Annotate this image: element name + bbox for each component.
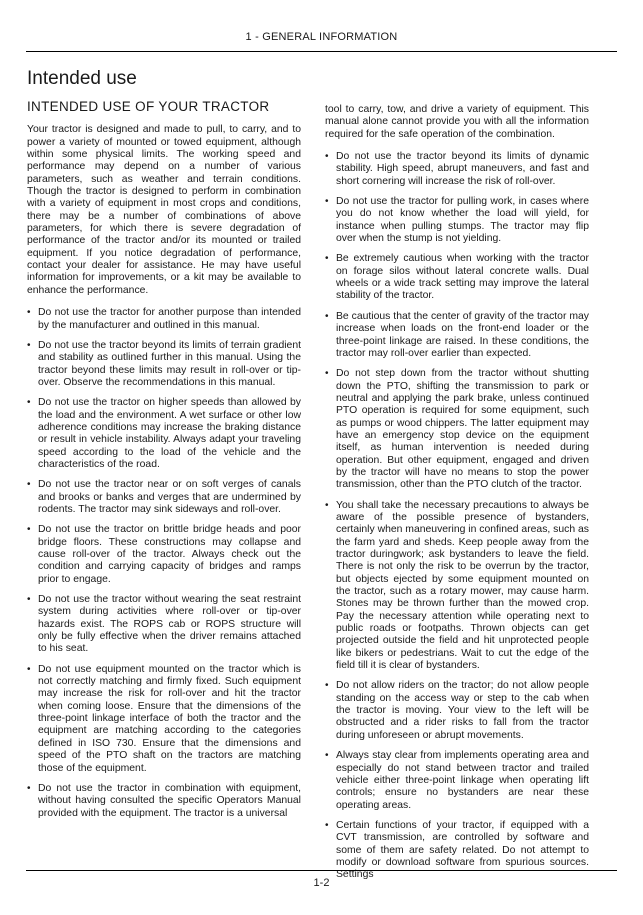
left-bullet-list — [27, 307, 301, 820]
bullet-icon: • — [27, 307, 31, 319]
bullet-text: Do not use the tractor beyond its limits of terrain gradient and stability as outlined further in this manual. Using the tractor beyond these limits may result in roll-over or tip-over. Observe the recommendations in this manual. — [38, 339, 301, 388]
bullet-item — [27, 397, 301, 471]
bullet-item — [325, 311, 589, 360]
bullet-text: Do not step down from the tractor without shutting down the PTO, shifting the transmission to park or neutral and applying the park brake, unless continued PTO operation is required for some equipment, such as pumps or wood chippers. The latter equipment may have an emergency stop device on the equipment itself, as human intervention is needed during operation. But other equipment, engaged and driven by the tractor will have no means to stop the power transmission, other than the PTO clutch of the tractor. — [336, 368, 589, 491]
bullet-item — [27, 479, 301, 516]
bullet-text: Always stay clear from implements operating area and especially do not stand between tractor and trailed vehicle either three-point linkage when operating lift controls; ensure no bystanders are near these operating areas. — [336, 750, 589, 811]
section-title: INTENDED USE OF YOUR TRACTOR — [27, 99, 270, 114]
bullet-item — [325, 750, 589, 812]
bullet-icon: • — [27, 397, 31, 409]
bullet-item — [27, 307, 301, 332]
bullet-item — [325, 253, 589, 302]
bullet-icon: • — [325, 750, 329, 762]
bullet-icon: • — [27, 663, 31, 675]
bullet-item — [325, 820, 589, 882]
bullet-text: Do not use the tractor beyond its limits of dynamic stability. High speed, abrupt maneuvers, and fast and short cornering will increase the risk of roll-over. — [336, 151, 589, 187]
bullet-icon: • — [325, 499, 329, 511]
bullet-text: You shall take the necessary precautions to always be aware of the possible presence of bystanders, certainly when maneuvering in confined areas, such as the farm yard and sheds. Keep people away from the tractor duringwork; ask bystanders to leave the field. There is not only the risk to be overrun by the tractor, but objects ejected by some equipment mounted on the tractor, such as a rotary mower, may cause harm. Stones may be thrown further than the mowed crop. Pay the necessary attention while operating next to public roads or footpaths. Thrown objects can get projected outside the field and hit unprotected people like bikers or pedestrians. Wait to cut the edge of the field till it is clear of bystanders. — [336, 499, 589, 672]
bullet-icon: • — [325, 819, 329, 831]
bullet-icon: • — [325, 310, 329, 322]
footer-rule — [26, 870, 617, 871]
right-column — [325, 104, 589, 890]
running-header: 1 - GENERAL INFORMATION — [245, 31, 398, 43]
bullet-item — [325, 151, 589, 188]
bullet-icon: • — [27, 339, 31, 351]
bullet-text: Be extremely cautious when working with the tractor on forage silos without lateral concrete walls. Dual wheels or a wide track setting may improve the lateral stability of the tractor. — [336, 253, 589, 302]
bullet-text: Do not use the tractor on higher speeds than allowed by the load and the environment. A wet surface or other low adherence conditions may increase the braking distance or result in vehicle instability. Always adapt your traveling speed according to the load of the vehicle and the characteristics of the road. — [38, 397, 301, 470]
bullet-item — [27, 783, 301, 820]
bullet-text: Do not use the tractor on brittle bridge heads and poor bridge floors. These constructions may collapse and cause roll-over of the tractor. Always check out the condition and carrying capacity of bridges and ramps prior to engage. — [38, 524, 301, 585]
bullet-item — [325, 500, 589, 673]
bullet-icon: • — [325, 253, 329, 265]
bullet-item — [27, 524, 301, 586]
bullet-icon: • — [27, 479, 31, 491]
page-number: 1-2 — [313, 877, 330, 889]
intro-paragraph: Your tractor is designed and made to pull, to carry, and to power a variety of mounted or towed equipment, although within some physical limits. The working speed and performance may depend on a number of various parameters, such as weather and terrain conditions. Though the tractor is designed to perform in combination with a variety of equipment in most crops and conditions, there may be a number of combinations of above parameters, for which there is severe degradation of performance of the tractor and/or its mounted or trailed equipment. If you notice degradation of performance, contact your dealer for assistance. He may have useful information for improvements, or a kit may be available to enhance the performance. — [27, 124, 301, 296]
bullet-item — [27, 340, 301, 389]
bullet-icon: • — [325, 151, 329, 163]
bullet-icon: • — [27, 594, 31, 606]
continued-paragraph: tool to carry, tow, and drive a variety of equipment. This manual alone cannot provide you with all the information required for the safe operation of the combination. — [325, 104, 589, 140]
bullet-icon: • — [27, 524, 31, 536]
bullet-text: Do not use the tractor for another purpose than intended by the manufacturer and outlined in this manual. — [38, 307, 301, 331]
bullet-text: Do not use the tractor for pulling work, in cases where you do not know whether the load will yield, for instance when pulling stumps. The tractor may flip over when the stump is not yielding. — [336, 196, 589, 245]
bullet-text: Do not use the tractor near or on soft verges of canals and brooks or banks and verges that are undermined by rodents. The tractor may sink sideways and roll-over. — [38, 479, 301, 515]
bullet-icon: • — [325, 680, 329, 692]
bullet-item — [27, 594, 301, 656]
bullet-text: Do not use the tractor without wearing the seat restraint system during activities where roll-over or tip-over hazards exist. The ROPS cab or ROPS structure will only be fully effective when the driver remains attached to his seat. — [38, 594, 301, 655]
bullet-text: Be cautious that the center of gravity of the tractor may increase when loads on the front-end loader or the three-point linkage are raised. In these conditions, the tractor may roll-over earlier than expected. — [336, 310, 589, 359]
bullet-item — [325, 368, 589, 491]
bullet-item — [27, 664, 301, 775]
header-rule — [26, 51, 617, 52]
bullet-item — [325, 680, 589, 742]
bullet-icon: • — [325, 196, 329, 208]
left-column — [27, 101, 301, 828]
bullet-text: Do not allow riders on the tractor; do not allow people standing on the access way or step to the cab when the tractor is moving. Your view to the left will be obstructed and a rider risks to fall from the tractor during unforeseen or abrupt movements. — [336, 680, 589, 741]
bullet-icon: • — [325, 368, 329, 380]
bullet-text: Certain functions of your tractor, if equipped with a CVT transmission, are controlled by software and some of them are safety related. Do not attempt to modify or download software from spurious sources. Settings — [336, 819, 589, 881]
bullet-text: Do not use the tractor in combination with equipment, without having consulted the specific Operators Manual provided with the equipment. The tractor is a universal — [38, 782, 301, 819]
right-bullet-list — [325, 151, 589, 882]
bullet-icon: • — [27, 782, 31, 794]
bullet-item — [325, 196, 589, 245]
page-title: Intended use — [27, 68, 137, 89]
bullet-text: Do not use equipment mounted on the tractor which is not correctly matching and firmly fixed. Such equipment may increase the risk for roll-over and hit the tractor when coming loose. Ensure that the dimensions of the three-point linkage interface of both the tractor and the equipment are matching according to the categories defined in ISO 730. Ensure that the dimensions and speed of the PTO shaft on the tractors are matching those of the equipment. — [38, 663, 301, 774]
